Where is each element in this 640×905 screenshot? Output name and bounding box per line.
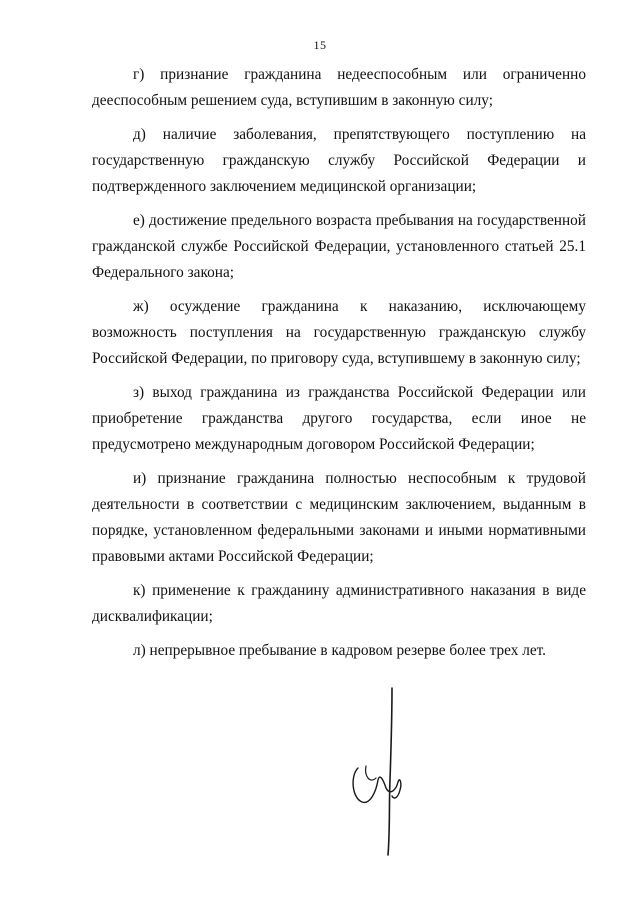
page-number: 15 <box>313 38 327 52</box>
paragraph-d: д) наличие заболевания, препятствующего поступлению на государственную гражданскую службу Российской Федерации и подтвержденного заключением медицинской организации; <box>92 126 586 195</box>
paragraph-i: и) признание гражданина полностью неспособным к трудовой деятельности в соответствии с медицинским заключением, выданным в порядке, установленном федеральными законами и иными нормативными правовыми актами Российской Федерации; <box>92 470 586 565</box>
signature <box>340 680 440 860</box>
paragraph-e: е) достижение предельного возраста пребывания на государственной гражданской службе Российской Федерации, установленного статьей 25.1 Федерального закона; <box>92 212 586 281</box>
paragraph-k: к) применение к гражданину административного наказания в виде дисквалификации; <box>92 582 586 625</box>
document-body <box>92 62 586 672</box>
paragraph-g: г) признание гражданина недееспособным или ограниченно дееспособным решением суда, вступившим в законную силу; <box>92 66 586 109</box>
paragraph-l: л) непрерывное пребывание в кадровом резерве более трех лет. <box>133 642 546 659</box>
paragraph-zh: ж) осуждение гражданина к наказанию, исключающему возможность поступления на государственную гражданскую службу Российской Федерации, по приговору суда, вступившему в законную силу; <box>92 298 586 367</box>
paragraph-z: з) выход гражданина из гражданства Российской Федерации или приобретение гражданства другого государства, если иное не предусмотрено международным договором Российской Федерации; <box>92 384 586 453</box>
